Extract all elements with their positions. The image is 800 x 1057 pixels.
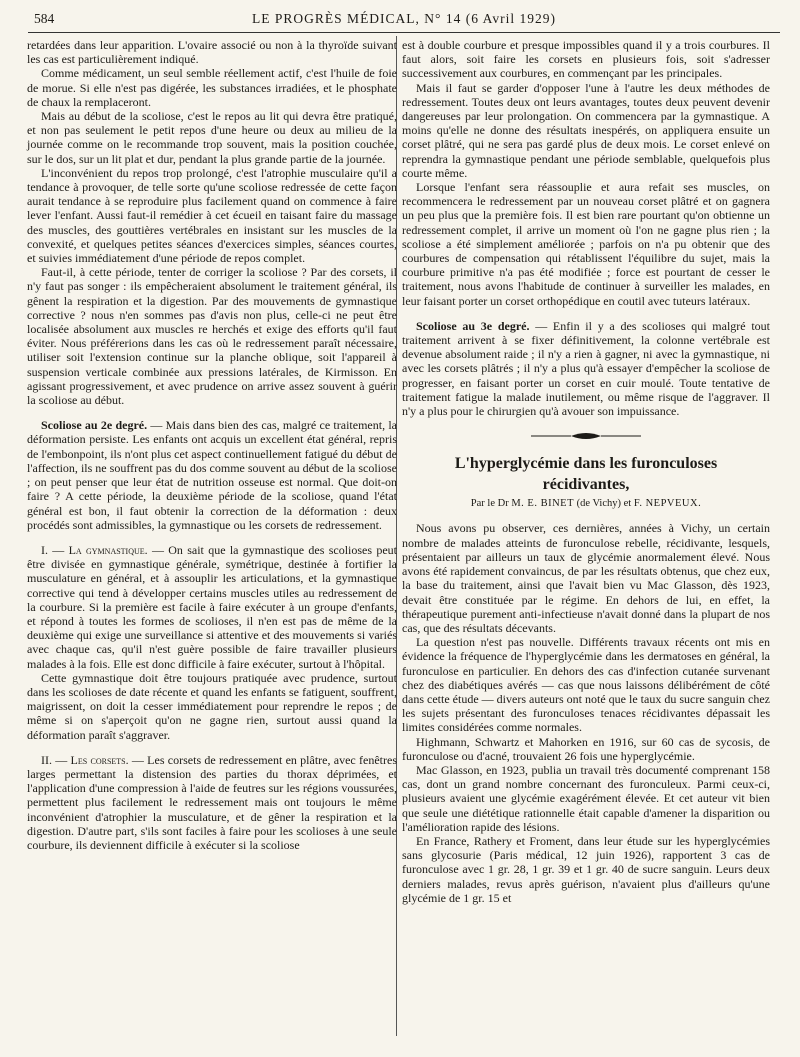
- running-header: [34, 8, 774, 30]
- article-title: L'hyperglycémie dans les furonculoses récidivantes,: [454, 455, 718, 494]
- subsection-gymnastique: I. — La gymnastique. — On sait que la gymnastique des scolioses peut être divisée en gymnastique générale, symétrique, destinée à fortifier la musculature en général, et à assouplir les articulations, et la gymnastique corrective qui tend à développer certains muscles utiles au redressement de la courbure. Si la première est facile à faire exécuter à un groupe d'enfants, et répond à toutes les formes de scolioses, il n'en est pas de même de la deuxième qui exige une surveillance si attentive et des mouvements si variés avec chaque cas, qu'il n'est guère possible de faire travailler plusieurs malades à la fois. Elle est donc difficile à faire exécuter, surtout à l'hôpital.: [27, 542, 397, 671]
- paragraph: Highmann, Schwartz et Mahorken en 1916, sur 60 cas de sycosis, de furonculose ou d'acné, trouvaient 26 fois une hyperglycémie.: [402, 734, 770, 763]
- article-byline: Par le Dr M. E. BINET (de Vichy) et F. NEPVEUX.: [470, 498, 702, 510]
- section-heading: Scoliose au 3e degré.: [416, 318, 530, 333]
- paragraph: Lorsque l'enfant sera réassouplie et aura refait ses muscles, on recommencera le redressement par un nouveau corset plâtré et on gagnera un peu plus que la première fois. Il est bien rare pourtant qu'on obtienne un redressement complet, il arrive un moment où l'on ne gagne plus rien ; la scoliose a été simplement améliorée ; parfois on n'a pu obtenir que des courbures de compensation qui rétablissent l'équilibre du sujet, mais la courbure primitive n'a pas été modifiée ; force est pourtant de cesser le traitement, nous avons l'habitude de continuer à surveiller les malades, en leur faisant porter un corset orthopédique en coutil avec tuteurs latéraux.: [402, 180, 770, 308]
- paragraph: En France, Rathery et Froment, dans leur étude sur les hyperglycémies sans glycosurie (Paris médical, 12 juin 1926), rapportent 3 cas de furonculose avec 1 gr. 28, 1 gr. 39 et 1 gr. 40 de sucre sanguin. Leurs deux derniers malades, revus après guérison, n'avaient plus d'ailleurs qu'une glycémie de 1 gr. 15 et: [402, 833, 770, 905]
- subsection-heading: II. — Les corsets.: [41, 752, 129, 767]
- author-name: F. NEPVEUX.: [633, 498, 702, 510]
- section-scoliose-2: Scoliose au 2e degré. — Mais dans bien des cas, malgré ce traitement, la déformation persiste. Les enfants ont acquis un excellent état général, repris de l'embonpoint, ils n'ont plus cet aspect continuellement fatigué du début de l'affection, ils ne souffrent pas du dos comme souvent au début de la scoliose ; on peut penser que leur état de nutrition osseuse est normal. Que doit-on faire ? A cette période, la deuxième période de la scoliose, quand l'état général est bon, il faut obtenir la correction de la déformation : deux procédés sont admissibles, la gymnastique ou les corsets de redressement.: [27, 418, 397, 532]
- ornament-divider: [402, 430, 770, 440]
- paragraph: Cette gymnastique doit être toujours pratiquée avec prudence, surtout dans les scolioses de date récente et quand les enfants se fatiguent, souffrent, maigrissent, on doit la cesser immédiatement pour reprendre le repos ; de même si on s'aperçoit qu'on ne gagne rien, surtout aussi quand la déformation paraît s'aggraver.: [27, 670, 397, 742]
- page-number: 584: [34, 11, 55, 26]
- paragraph: La question n'est pas nouvelle. Différents travaux récents ont mis en évidence la fréquence de l'hyperglycémie dans les dermatoses en général, la furonculose en particulier. En dehors des cas d'infection cutanée survenant chez des diabétiques avérés — cas que nous laissons délibérément de côté dans cette étude — divers auteurs ont noté que le taux du sucre sanguin chez les sujets présentant des furonculoses tenaces récidivantes dépassait les limites considérées comme normales.: [402, 635, 770, 735]
- paragraph: Faut-il, à cette période, tenter de corriger la scoliose ? Par des corsets, il n'y faut pas songer : ils empêcheraient absolument le traitement général, ils gênent la respiration et la digestion. Par des mouvements de gymnastique corrective ? nous n'en sommes pas d'avis non plus, celle-ci ne peut être localisée absolument aux muscles re herchés et exige des efforts qu'il faut éviter. Nous préférerions dans les cas où le redressement paraît nécessaire, utiliser soit l'extension continue sur la planche oblique, soit l'appareil à suspension verticale combinée aux pressions latérales, de Kirmisson. En agissant progressivement, et avec prudence on arrive assez souvent à guérir la scoliose au début.: [27, 265, 397, 408]
- section-scoliose-3: Scoliose au 3e degré. — Enfin il y a des scolioses qui malgré tout traitement arrivent à se fixer définitivement, la colonne vertébrale est devenue absolument raide ; il n'y a rien à gagner, ni avec la gymnastique, ni avec les corsets plâtrés ; il n'y a plus qu'à essayer d'empêcher la scoliose de progresser, en faisant porter un corset en cuir moulé. Toute tentative de traitement fatigue la malade inutilement, ou même risque de l'aggraver. Il n'y a plus pour le chirurgien qu'à avouer son impuissance.: [402, 318, 770, 419]
- paragraph: retardées dans leur apparition. L'ovaire associé ou non à la thyroïde suivant les cas est particulièrement indiqué.: [27, 38, 397, 67]
- paragraph: Comme médicament, un seul semble réellement actif, c'est l'huile de foie de morue. Si elle n'est pas digérée, les substances irradiées, et le phosphate de chaux la remplaceront.: [27, 66, 397, 109]
- section-heading: Scoliose au 2e degré.: [41, 418, 148, 433]
- paragraph: Mais au début de la scoliose, c'est le repos au lit qui devra être pratiqué, et non pas seulement le petit repos d'une heure ou deux au milieu de la journée comme on le recommande trop souvent, mais la position couchée, sur le dos, sur un lit plat et dur, pendant la plus grande partie de la journée.: [27, 109, 397, 166]
- paragraph: Nous avons pu observer, ces dernières, années à Vichy, un certain nombre de malades atteints de furonculose rebelle, récidivante, lesquels, présentaient par ailleurs un taux de glycémie anormalement élevé. Nous avons été rapidement convaincus, de par les résultats obtenus, que chez eux, la base du traitement, ainsi que l'avait bien vu Mac Glasson, dès 1923, devait être constituée par le régime. En dehors de lui, en effet, la thérapeutique purement anti-infectieuse n'avait donné dans la plupart de nos cas, que des résultats décevants.: [402, 521, 770, 635]
- subsection-corsets: II. — Les corsets. — Les corsets de redressement en plâtre, avec fenêtres larges permettant la distension des parties du thorax déprimées, et l'application d'une compression à l'aide de feutres sur les régions voussurées, permettent plus facilement le redressement mais ont toujours le même inconvénient d'atrophier la musculature, et de gêner la respiration et la digestion. D'autre part, s'ils sont faciles à faire pour les scolioses à une seule courbure, ils deviennent difficile à exécuter si la scoliose: [27, 752, 398, 852]
- paragraph: L'inconvénient du repos trop prolongé, c'est l'atrophie musculaire qu'il a tendance à provoquer, de telle sorte qu'une scoliose redressée de cette façon aurait tendance à se reproduire plus facilement quand on commence à faire lever l'enfant. Aussi faut-il remédier à cet écueil en taisant faire du massage des muscles, des gouttières vertébrales en insistant sur les muscles de la convexité, et quelques petites séances d'exercices simples, séances courtes, et suivies immédiatement d'une période de repos complet.: [27, 165, 397, 266]
- header-rule: [28, 32, 780, 33]
- paragraph: Mac Glasson, en 1923, publia un travail très documenté comprenant 158 cas, dont un grand nombre concernant des furonculeux. Parmi ceux-ci, plusieurs avaient une glycémie exagérément élevée. Et cet auteur vit bien que seule une diététique rationnelle était capable d'amener la disparition ou l'amélioration rapide des lésions.: [402, 762, 770, 834]
- left-column: [27, 38, 397, 852]
- right-column: [402, 38, 770, 905]
- journal-title: LE PROGRÈS MÉDICAL, N° 14 (6 Avril 1929): [252, 11, 556, 26]
- subsection-heading: I. — La gymnastique.: [41, 542, 148, 557]
- paragraph: Mais il faut se garder d'opposer l'une à l'autre les deux méthodes de redressement. Toutes deux ont leurs avantages, toutes deux peuvent devenir dangereuses par leur prolongation. On commencera par la gymnastique. A moins qu'elle ne donne des résultats inespérés, on appliquera ensuite un corset plâtré, qui ne sera pas gardé plus de deux mois. Le corset enlevé on reprendra la gymnastique pendant une période semblable, quelquefois plus courte même.: [402, 80, 770, 180]
- paragraph: est à double courbure et presque impossibles quand il y a trois courbures. Il faut alors, soit faire les corsets en plusieurs fois, soit s'adresser successivement aux courbures, en commençant par les principales.: [402, 38, 770, 81]
- author-name: M. E. BINET: [511, 498, 574, 510]
